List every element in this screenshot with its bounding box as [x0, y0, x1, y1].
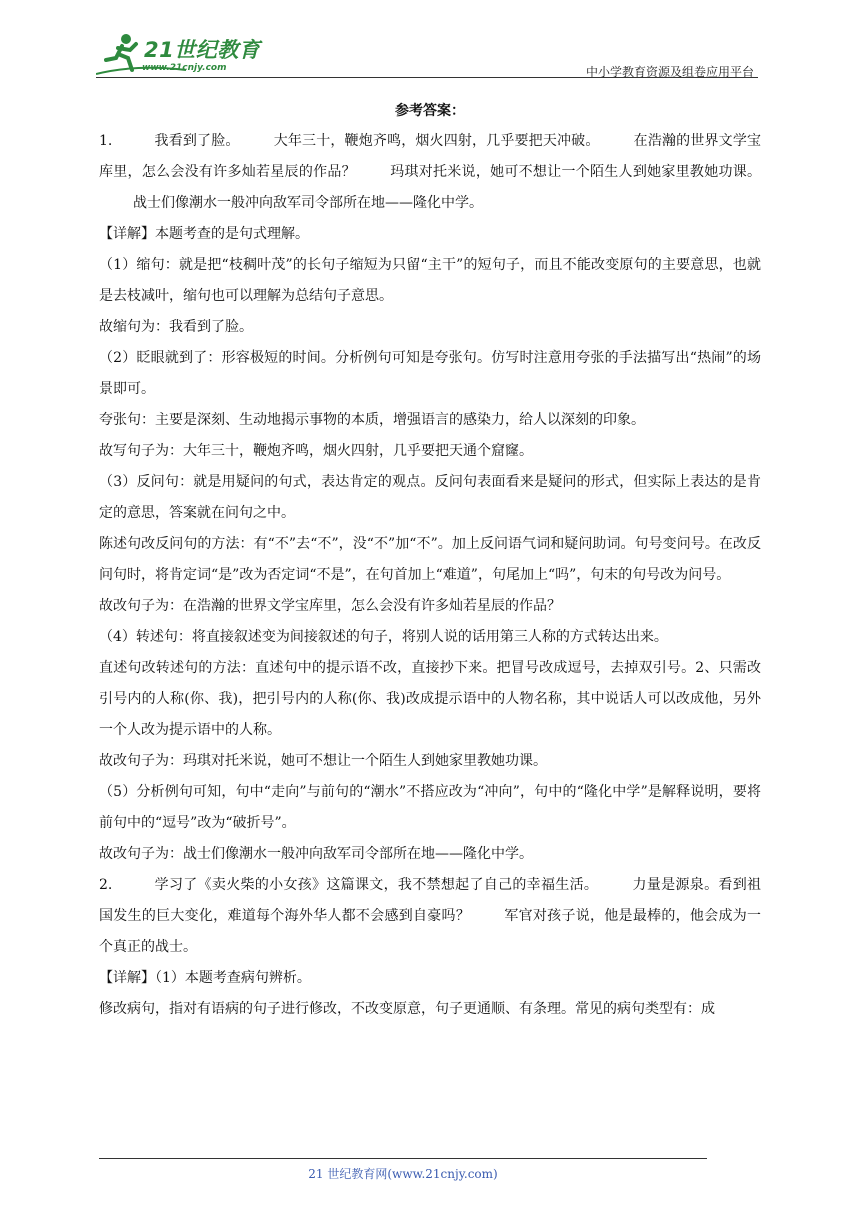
answer-1-d: 玛琪对托米说，她可不想让一个陌生人到她家里教她功课。 — [389, 164, 762, 180]
explanation-line: （3）反问句：就是用疑问的句式，表达肯定的观点。反问句表面看来是疑问的形式，但实际上表达的是肯定的意思，答案就在问句之中。 — [99, 474, 761, 521]
answer-title: 参考答案： — [395, 103, 465, 119]
explanation-line: 故改句子为：玛琪对托米说，她可不想让一个陌生人到她家里教她功课。 — [99, 753, 547, 769]
page-header — [96, 30, 758, 82]
explanation-line: 故写句子为：大年三十，鞭炮齐鸣，烟火四射，几乎要把天通个窟窿。 — [99, 443, 533, 459]
logo-text: 21世纪教育 — [144, 38, 261, 62]
explanation-line: 夸张句：主要是深刻、生动地揭示事物的本质，增强语言的感染力，给人以深刻的印象。 — [99, 412, 645, 428]
footer-divider — [99, 1158, 707, 1159]
answer-1-c: 在浩瀚的世界文学宝库里，怎么会没有许多灿若星辰的作品？ — [99, 133, 762, 180]
answer-1 — [99, 126, 761, 219]
explanation-line: 直述句改转述句的方法：直述句中的提示语不改，直接抄下来。把冒号改成逗号，去掉双引号。2、只需改引号内的人称(你、我)，把引号内的人称(你、我)改成提示语中的人物名称，其中说话人可以改成他，另外一个人改为提示语中的人称。 — [99, 660, 761, 738]
explanation-line: （5）分析例句可知，句中“走向”与前句的“潮水”不搭应改为“冲向”，句中的“隆化中学”是解释说明，要将前句中的“逗号”改为“破折号”。 — [99, 784, 761, 831]
footer-link[interactable]: 21 世纪教育网(www.21cnjy.com) — [308, 1167, 498, 1181]
logo — [96, 30, 266, 80]
answer-2-b: 力量是源泉。 — [632, 877, 719, 893]
answer-1-a: 我看到了脸。 — [154, 133, 240, 149]
explanation-line: 【详解】本题考查的是句式理解。 — [99, 226, 309, 242]
answer-2-number: 2. — [99, 877, 113, 893]
explanation-line: 陈述句改反问句的方法：有“不”去“不”，没“不”加“不”。加上反问语气词和疑问助词。句号变问号。在改反问句时，将肯定词“是”改为否定词“不是”，在句首加上“难道”，句尾加上“吗”，句末的句号改为问号。 — [99, 536, 761, 583]
explanation-line: （4）转述句：将直接叙述变为间接叙述的句子，将别人说的话用第三人称的方式转达出来。 — [99, 629, 668, 645]
explanation-line: （1）缩句：就是把“枝稠叶茂”的长句子缩短为只留“主干”的短句子，而且不能改变原句的主要意思，也就是去枝减叶，缩句也可以理解为总结句子意思。 — [99, 257, 761, 304]
answer-2 — [99, 870, 761, 963]
platform-label: 中小学教育资源及组卷应用平台 — [585, 65, 754, 79]
answer-content — [99, 126, 761, 1025]
header-divider — [96, 77, 758, 78]
answer-1-number: 1. — [99, 133, 113, 149]
answer-2-c: 看到祖国发生的巨大变化，难道每个海外华人都不会感到自豪吗？ — [99, 877, 762, 924]
answer-1-e: 战士们像潮水一般冲向敌军司令部所在地——隆化中学。 — [133, 195, 483, 211]
explanation-line: 【详解】（1）本题考查病句辨析。 — [99, 970, 311, 986]
answer-2-d: 军官对孩子说，他是最棒的，他会成为一个真正的战士。 — [99, 908, 762, 955]
explanation-line: （2）眨眼就到了：形容极短的时间。分析例句可知是夸张句。仿写时注意用夸张的手法描写出“热闹”的场景即可。 — [99, 350, 761, 397]
explanation-line: 故改句子为：战士们像潮水一般冲向敌军司令部所在地——隆化中学。 — [99, 846, 533, 862]
logo-url: www.21cnjy.com — [142, 63, 227, 73]
explanation-line: 故缩句为：我看到了脸。 — [99, 319, 253, 335]
answer-2-a: 学习了《卖火柴的小女孩》这篇课文，我不禁想起了自己的幸福生活。 — [154, 877, 599, 893]
answer-1-b: 大年三十，鞭炮齐鸣，烟火四射，几乎要把天冲破。 — [273, 133, 600, 149]
explanation-line: 修改病句，指对有语病的句子进行修改，不改变原意，句子更通顺、有条理。常见的病句类型有：成 — [99, 1001, 715, 1017]
explanation-line: 故改句子为：在浩瀚的世界文学宝库里，怎么会没有许多灿若星辰的作品？ — [99, 598, 561, 614]
